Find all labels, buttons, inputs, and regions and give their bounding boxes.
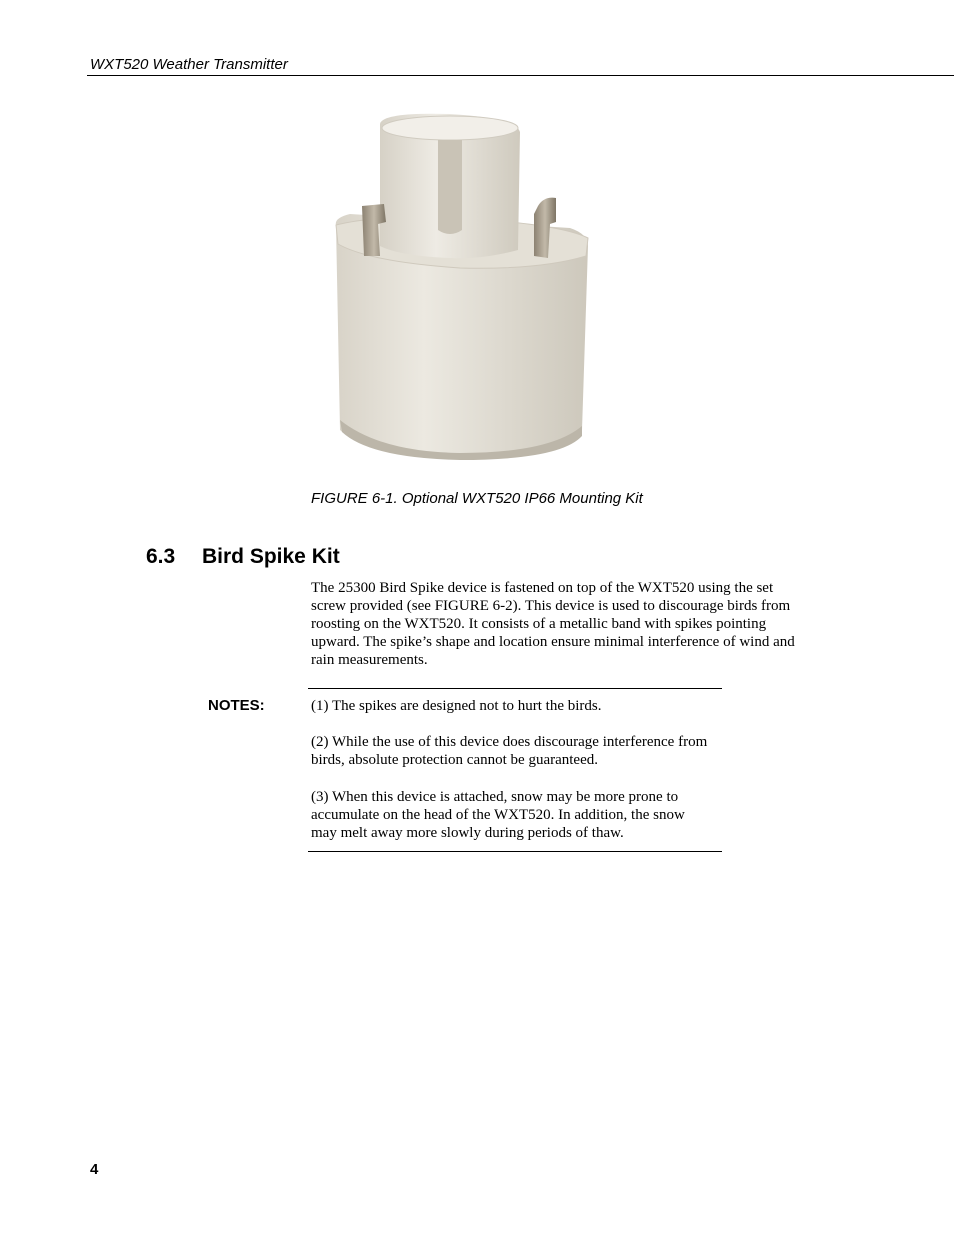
tube-slot [438,140,462,234]
section-number: 6.3 [146,545,176,568]
note-item: (3) When this device is attached, snow may be more prone to accumulate on the head of the WXT520. In addition, the snow may melt away more slowly during periods of thaw. [311,789,685,841]
header-rule [87,75,954,76]
note-item: (2) While the use of this device does discourage interference from birds, absolute protection cannot be guaranteed. [311,734,708,768]
figure-caption: FIGURE 6-1. Optional WXT520 IP66 Mounting Kit [311,490,643,507]
running-header: WXT520 Weather Transmitter [90,56,288,73]
notes-box [308,688,722,852]
section-body-paragraph: The 25300 Bird Spike device is fastened on top of the WXT520 using the set screw provided (see FIGURE 6-2). This device is used to discourage birds from roosting on the WXT520. It consists of a metallic band with spikes pointing upward. The spike’s shape and location ensure minimal interference of wind and rain measurements. [311,580,795,668]
notes-label: NOTES: [208,697,265,714]
note-item: (1) The spikes are designed not to hurt the birds. [311,698,602,714]
mounting-kit-figure [320,110,610,462]
section-heading [146,545,340,569]
mounting-kit-illustration [320,110,610,462]
page-number: 4 [90,1161,99,1178]
tube-opening [382,116,518,140]
section-title: Bird Spike Kit [202,545,340,568]
